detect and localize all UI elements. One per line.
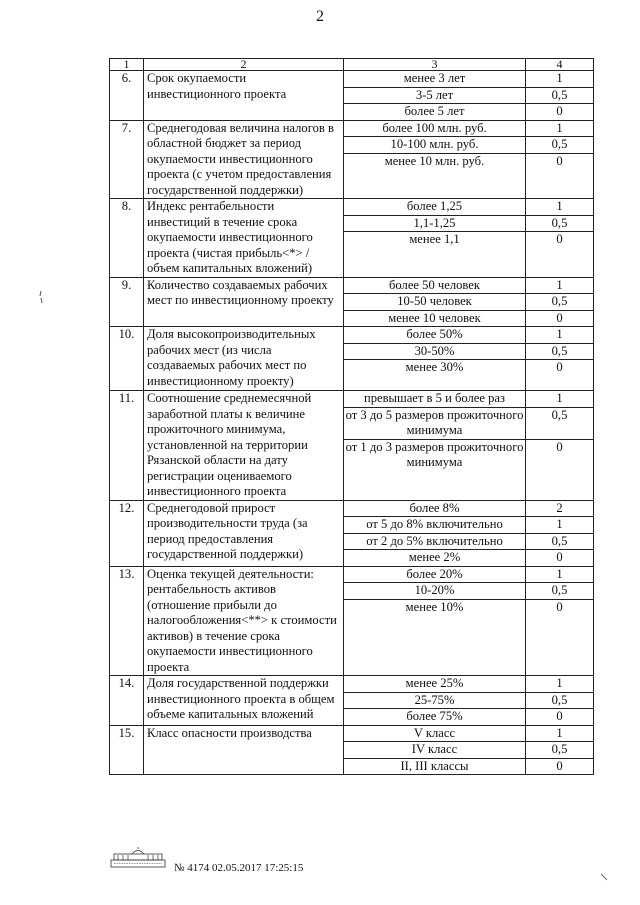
criterion-score: 0 — [556, 153, 563, 168]
criterion-score: 1 — [526, 121, 593, 138]
criterion-score: 0 — [526, 550, 594, 567]
row-number: 9. — [110, 277, 144, 327]
criterion-value: 1,1-1,25 — [344, 216, 525, 233]
criterion-score: 1 — [526, 199, 593, 216]
criterion-value: более 50 человек — [344, 277, 526, 294]
criterion-value: 10-20% — [344, 583, 525, 600]
criterion-value: более 5 лет — [344, 104, 526, 121]
registration-stamp: № 4174 02.05.2017 17:25:15 — [174, 862, 304, 874]
criterion-score: 1 — [526, 277, 594, 294]
table-row — [110, 676, 594, 726]
criterion-value: от 5 до 8% включительно — [344, 517, 526, 534]
criterion-values — [344, 120, 526, 199]
criterion-score: 0 — [526, 310, 594, 327]
criterion-value: менее 10% — [405, 599, 464, 614]
row-number: 11. — [110, 391, 144, 501]
criterion-value: более 75% — [406, 709, 463, 723]
criterion-value: от 2 до 5% включительно — [344, 533, 526, 550]
header-cell: 1 — [110, 59, 144, 71]
table-row — [110, 199, 594, 278]
criterion-value: 10-100 млн. руб. — [344, 137, 525, 154]
criterion-scores — [526, 199, 594, 278]
criterion-score: 0,5 — [526, 533, 594, 550]
registry-stamp-icon — [110, 846, 166, 868]
row-number: 8. — [110, 199, 144, 278]
criterion-score: 1 — [526, 327, 594, 344]
criterion-value: более 20% — [344, 567, 525, 584]
criterion-value: 25-75% — [344, 693, 525, 710]
criterion-value: менее 1,1 — [409, 232, 460, 246]
scan-mark — [38, 290, 44, 304]
header-cell: 3 — [344, 59, 526, 71]
criterion-score: 0,5 — [526, 408, 593, 440]
header-cell: 2 — [144, 59, 344, 71]
criterion-score: 0 — [556, 709, 563, 723]
criterion-score: 0,5 — [526, 693, 593, 710]
criterion-score: 0,5 — [526, 87, 594, 104]
criterion-scores — [526, 566, 594, 676]
criterion-scores — [526, 676, 594, 726]
criterion-score: 1 — [526, 567, 593, 584]
criterion-score: 0 — [526, 104, 594, 121]
table-row — [110, 277, 594, 294]
criterion-score: 0 — [556, 439, 563, 454]
criterion-value: менее 10 млн. руб. — [384, 153, 485, 168]
table-row — [110, 71, 594, 88]
criterion-name: Класс опасности производства — [144, 725, 344, 775]
criterion-score: 0 — [556, 232, 563, 246]
scan-mark — [600, 868, 608, 876]
row-number: 12. — [110, 500, 144, 566]
criterion-score: 1 — [526, 517, 594, 534]
criterion-value: 10-50 человек — [344, 294, 526, 311]
criterion-value: менее 10 человек — [344, 310, 526, 327]
criterion-score: 0,5 — [526, 583, 593, 600]
criterion-name: Доля государственной поддержки инвестиционного проекта в общем объеме капитальных вложений — [144, 676, 344, 726]
criterion-value: V класс — [344, 725, 526, 742]
table-row — [110, 120, 594, 199]
criterion-value: от 3 до 5 размеров прожиточного минимума — [344, 408, 525, 440]
criterion-value: менее 25% — [344, 676, 525, 693]
criterion-score: 0 — [556, 599, 563, 614]
row-number: 7. — [110, 120, 144, 199]
criterion-score: 0 — [526, 758, 594, 775]
criterion-scores — [526, 120, 594, 199]
row-number: 6. — [110, 71, 144, 121]
row-number: 13. — [110, 566, 144, 676]
criterion-score: 0,5 — [526, 742, 594, 759]
criterion-values — [344, 676, 526, 726]
criterion-value: 30-50% — [344, 343, 526, 360]
document-footer — [110, 842, 570, 882]
table-row — [110, 391, 594, 501]
table-row — [110, 566, 594, 676]
criterion-name: Оценка текущей деятельности: рентабельность активов (отношение прибыли до налогообложения<**> к стоимости активов) в течение срока окупаемости инвестиционного проекта — [144, 566, 344, 676]
criterion-value: II, III классы — [344, 758, 526, 775]
criterion-score: 2 — [526, 500, 594, 517]
criterion-name: Доля высокопроизводительных рабочих мест (из числа создаваемых рабочих мест по инвестиционному проекту) — [144, 327, 344, 391]
criterion-score: 1 — [526, 391, 593, 408]
header-cell: 4 — [526, 59, 594, 71]
criteria-table — [109, 58, 594, 775]
criterion-value: более 50% — [344, 327, 526, 344]
criterion-value: менее 30% — [344, 360, 526, 391]
criterion-score: 0,5 — [526, 294, 594, 311]
criterion-score: 0,5 — [526, 216, 593, 233]
page-number: 2 — [316, 8, 324, 25]
criterion-value: превышает в 5 и более раз — [344, 391, 525, 408]
criterion-value: менее 3 лет — [344, 71, 526, 88]
criterion-value: более 1,25 — [344, 199, 525, 216]
row-number: 14. — [110, 676, 144, 726]
criterion-score: 1 — [526, 71, 594, 88]
criterion-values — [344, 199, 526, 278]
criterion-value: 3-5 лет — [344, 87, 526, 104]
row-number: 10. — [110, 327, 144, 391]
criterion-values — [344, 391, 526, 501]
criterion-name: Среднегодовой прирост производительности труда (за период предоставления государственной поддержки) — [144, 500, 344, 566]
criterion-name: Количество создаваемых рабочих мест по инвестиционному проекту — [144, 277, 344, 327]
criterion-name: Соотношение среднемесячной заработной платы к величине прожиточного минимума, установленной на территории Рязанской области на дату регистрации оцениваемого инвестиционного проекта — [144, 391, 344, 501]
table-row — [110, 327, 594, 344]
criterion-score: 0,5 — [526, 343, 594, 360]
table-row — [110, 500, 594, 517]
criterion-scores — [526, 391, 594, 501]
criterion-value: от 1 до 3 размеров прожиточного минимума — [345, 439, 524, 469]
criterion-name: Срок окупаемости инвестиционного проекта — [144, 71, 344, 121]
criterion-value: IV класс — [344, 742, 526, 759]
criterion-values — [344, 566, 526, 676]
criterion-value: более 8% — [344, 500, 526, 517]
table-header-row — [110, 59, 594, 71]
criterion-value: более 100 млн. руб. — [344, 121, 525, 138]
criterion-score: 1 — [526, 725, 594, 742]
row-number: 15. — [110, 725, 144, 775]
criterion-score: 0 — [526, 360, 594, 391]
criterion-name: Индекс рентабельности инвестиций в течение срока окупаемости инвестиционного проекта (чистая прибыль<*> / объем капитальных вложений) — [144, 199, 344, 278]
criterion-score: 1 — [526, 676, 593, 693]
criterion-name: Среднегодовая величина налогов в областной бюджет за период окупаемости инвестиционного проекта (с учетом предоставления государственной поддержки) — [144, 120, 344, 199]
table-row — [110, 725, 594, 742]
criterion-score: 0,5 — [526, 137, 593, 154]
criterion-value: менее 2% — [344, 550, 526, 567]
